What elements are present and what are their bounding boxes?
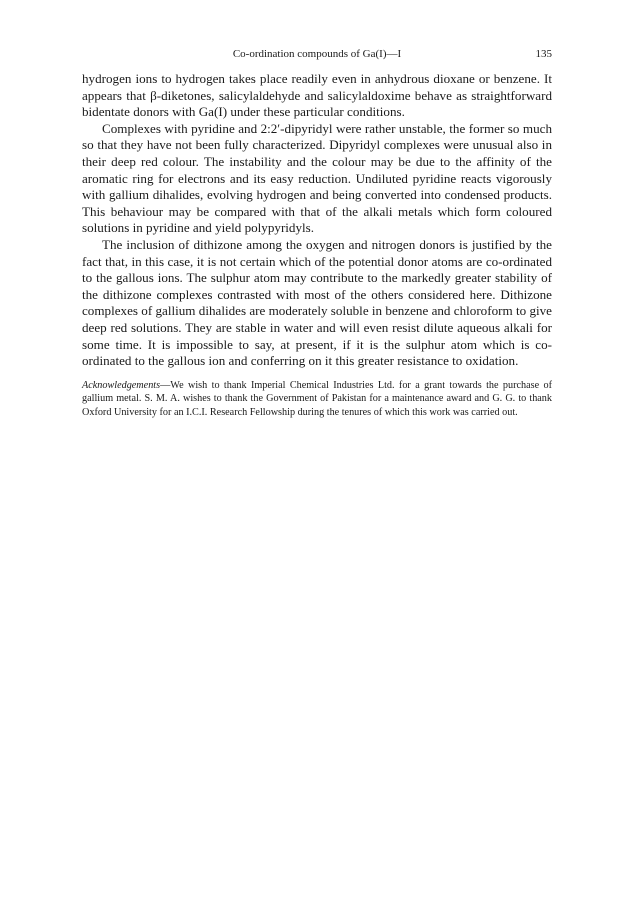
running-header xyxy=(82,46,552,62)
page-number: 135 xyxy=(535,48,552,60)
journal-page xyxy=(82,46,552,430)
acknowledgements xyxy=(82,379,552,420)
acknowledgements-dash: — xyxy=(160,379,171,391)
paragraph-continuation: hydrogen ions to hydrogen takes place readily even in anhydrous dioxane or benzene. It appears that β-diketones, salicylaldehyde and salicylaldoxime behave as straightforward bidentate donors with Ga(I) under these particular conditions. xyxy=(82,71,552,120)
paragraph-pyridine-complexes: Complexes with pyridine and 2:2′-dipyridyl were rather unstable, the former so much so that they have not been fully characterized. Dipyridyl complexes were unusual also in their deep red colour. The instability and the colour may be due to the affinity of the aromatic ring for electrons and its easy reduction. Undiluted pyridine reacts vigorously with gallium dihalides, evolving hydrogen and being converted into condensed products. This behaviour may be compared with that of the alkali metals which form coloured solutions in pyridine and yield polypyridyls. xyxy=(82,120,552,236)
acknowledgements-heading: Acknowledgements xyxy=(82,379,161,391)
paragraph-dithizone: The inclusion of dithizone among the oxygen and nitrogen donors is justified by the fact that, in this case, it is not certain which of the potential donor atoms are co-ordinated to the gallous ions. The sulphur atom may contribute to the markedly greater stability of the dithizone complexes contrasted with most of the others considered here. Dithizone complexes of gallium dihalides are moderately soluble in benzene and chloroform to give deep red solutions. They are stable in water and will even resist dilute aqueous alkali for some time. It is impossible to say, at present, if it is the sulphur atom which is co-ordinated to the gallous ion and conferring on it this greater resistance to oxidation. xyxy=(82,236,552,369)
article-body xyxy=(82,71,552,370)
acknowledgements-text: We wish to thank Imperial Chemical Industries Ltd. for a grant towards the purchase of gallium metal. S. M. A. wishes to thank the Government of Pakistan for a maintenance award and G. G. to thank Oxford University for an I.C.I. Research Fellowship during the tenures of which this work was carried out. xyxy=(82,379,552,418)
running-title: Co-ordination compounds of Ga(I)—I xyxy=(232,48,402,60)
